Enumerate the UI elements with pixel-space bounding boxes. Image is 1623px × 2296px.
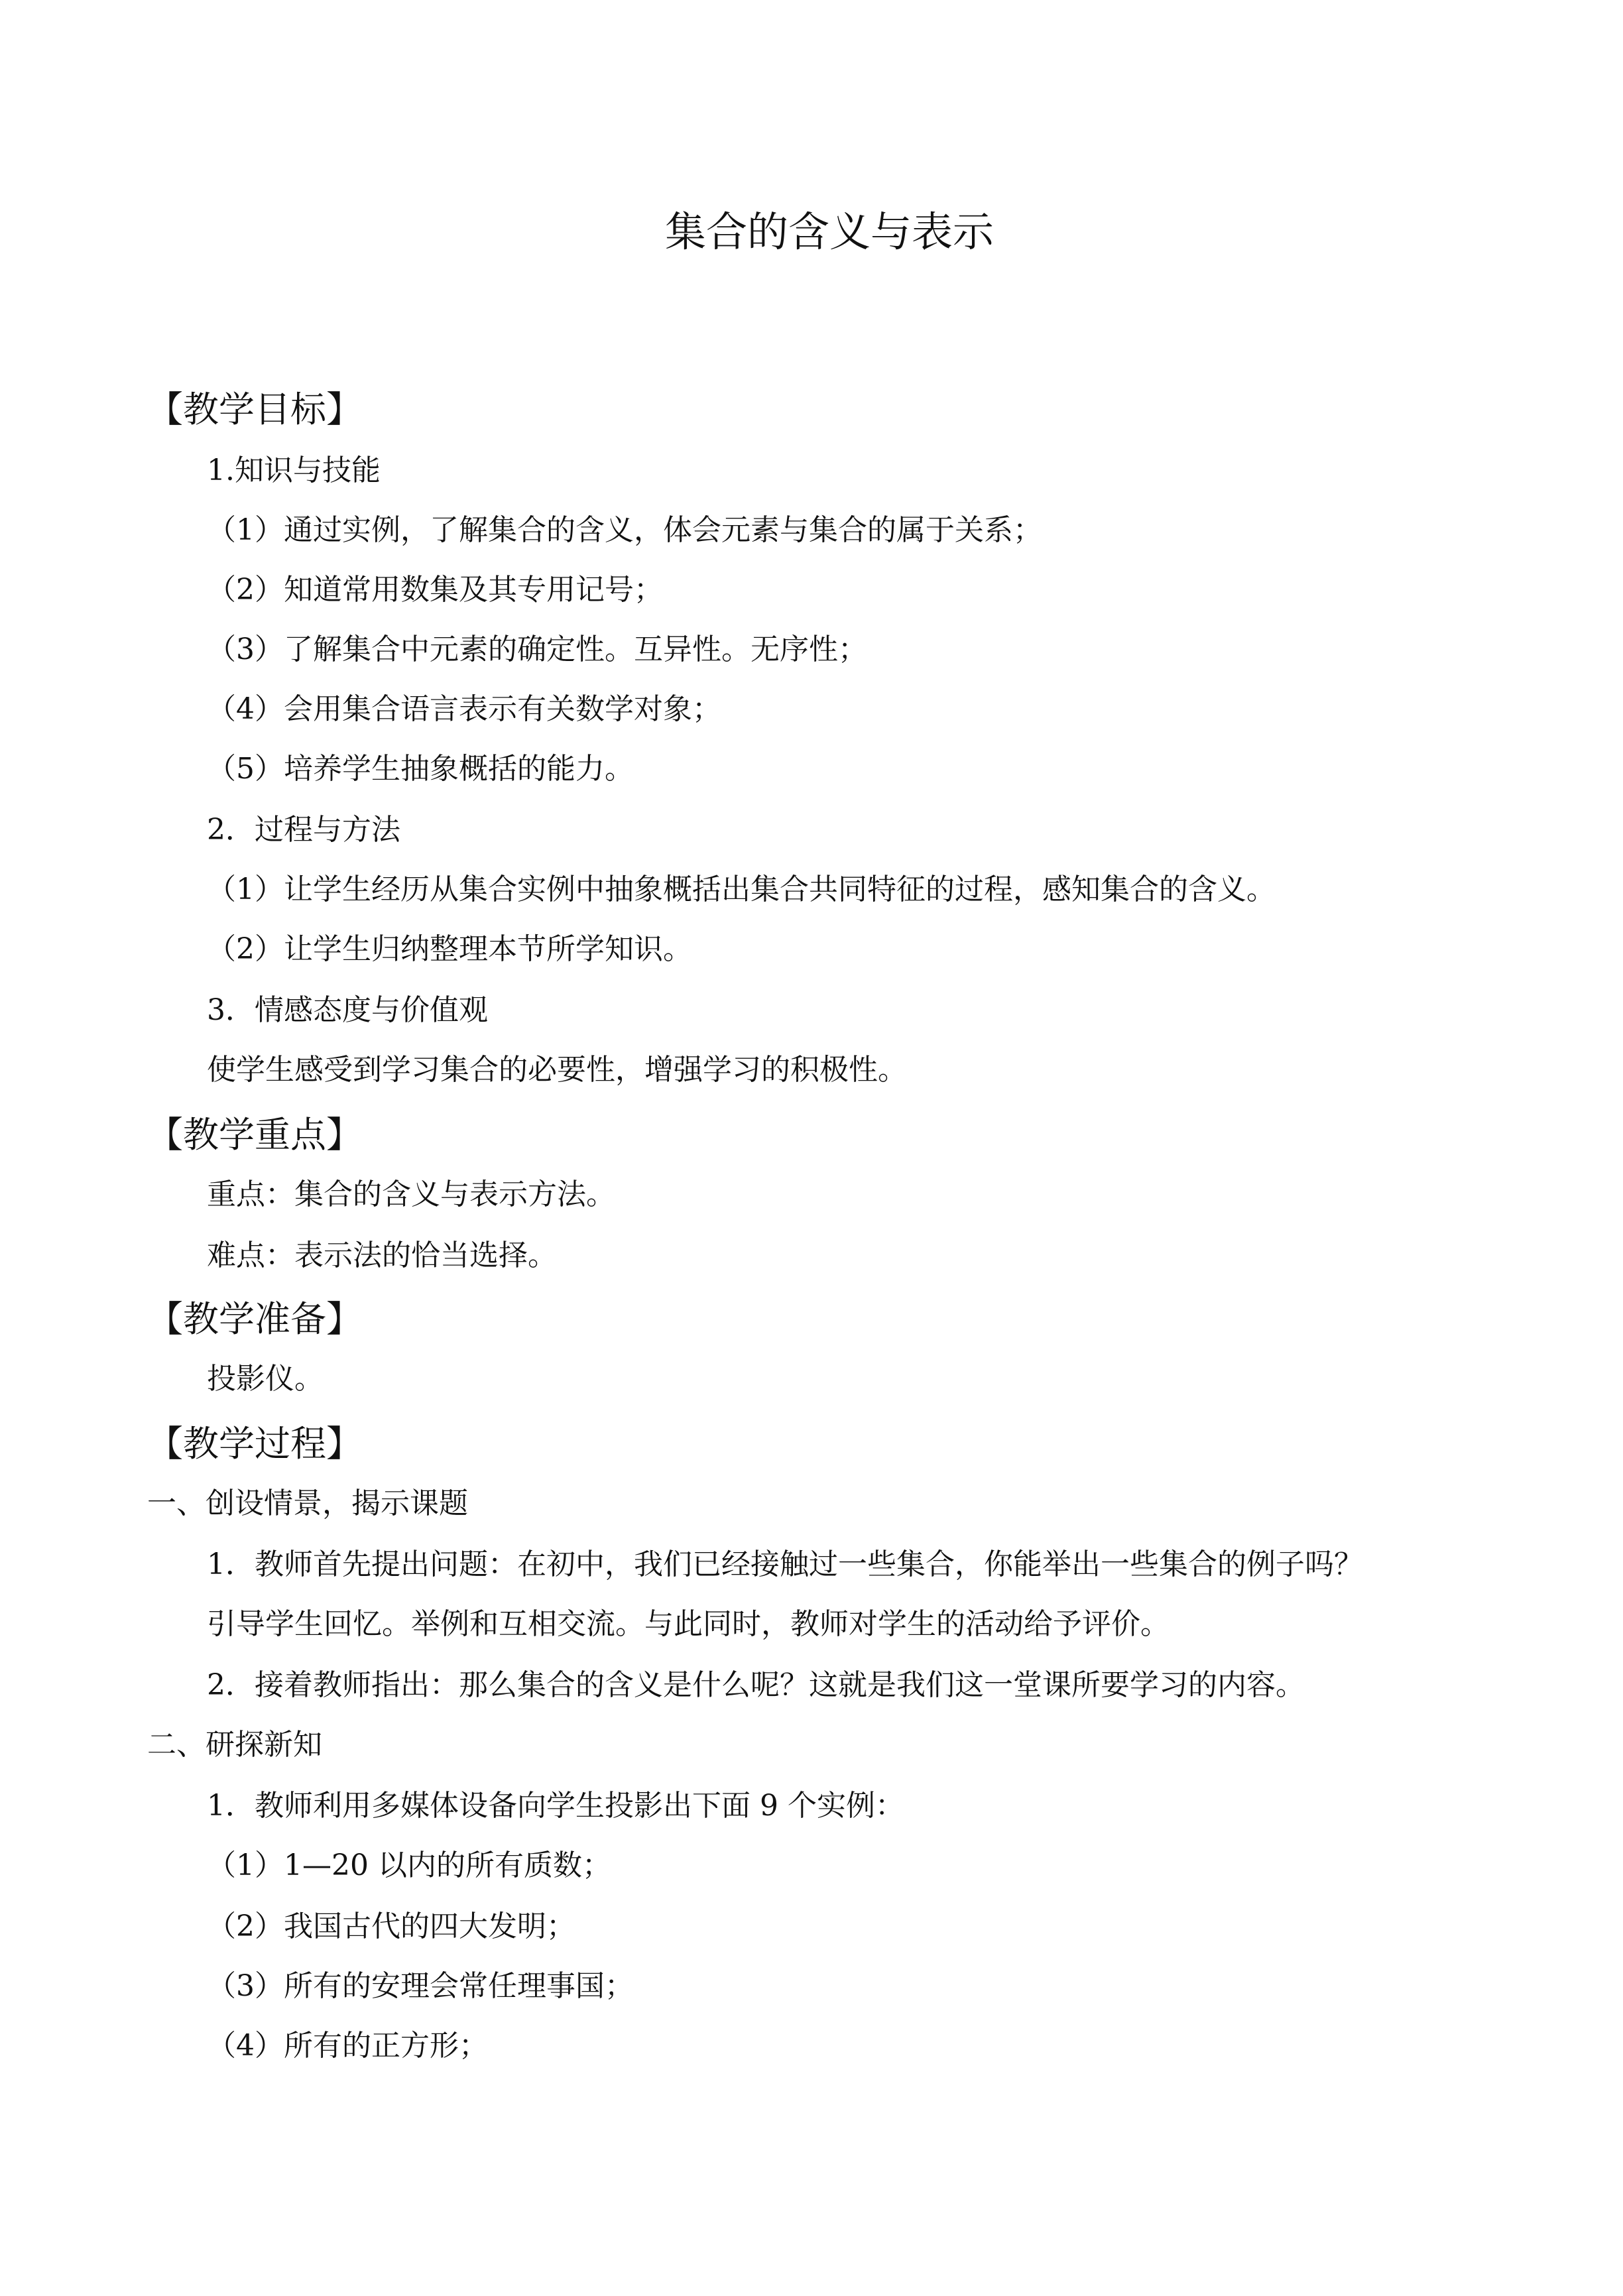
- list-item: （1）让学生经历从集合实例中抽象概括出集合共同特征的过程，感知集合的含义。: [207, 873, 1276, 906]
- list-item: （4）会用集合语言表示有关数学对象；: [207, 692, 721, 726]
- paragraph: 1．教师首先提出问题：在初中，我们已经接触过一些集合，你能举出一些集合的例子吗？: [207, 1547, 1363, 1581]
- list-item: （4）所有的正方形；: [207, 2029, 488, 2063]
- list-item: （3）了解集合中元素的确定性。互异性。无序性；: [207, 633, 867, 666]
- subheading-process-methods: 2．过程与方法: [207, 813, 400, 847]
- page-title: 集合的含义与表示: [665, 208, 994, 256]
- difficult-point-text: 难点：表示法的恰当选择。: [207, 1239, 557, 1272]
- section-heading-preparation: 【教学准备】: [147, 1298, 362, 1340]
- list-item: （2）让学生归纳整理本节所学知识。: [207, 932, 692, 966]
- paragraph: 使学生感受到学习集合的必要性，增强学习的积极性。: [207, 1053, 907, 1087]
- list-item: （5）培养学生抽象概括的能力。: [207, 752, 634, 786]
- list-item: （2）知道常用数集及其专用记号；: [207, 573, 663, 607]
- list-item: （1）通过实例，了解集合的含义，体会元素与集合的属于关系；: [207, 513, 1042, 547]
- preparation-text: 投影仪。: [207, 1362, 324, 1396]
- part-heading: 一、创设情景，揭示课题: [147, 1486, 468, 1520]
- subheading-knowledge-skills: 1.知识与技能: [207, 453, 381, 487]
- list-item: （2）我国古代的四大发明；: [207, 1909, 575, 1943]
- section-heading-key-points: 【教学重点】: [147, 1114, 362, 1156]
- key-point-text: 重点：集合的含义与表示方法。: [207, 1178, 615, 1211]
- part-heading: 二、研探新知: [147, 1728, 322, 1762]
- list-item: （3）所有的安理会常任理事国；: [207, 1969, 634, 2003]
- paragraph: 1．教师利用多媒体设备向学生投影出下面 9 个实例：: [207, 1789, 904, 1823]
- subheading-attitudes-values: 3．情感态度与价值观: [207, 993, 488, 1027]
- section-heading-process: 【教学过程】: [147, 1423, 362, 1465]
- section-heading-objectives: 【教学目标】: [147, 389, 362, 430]
- paragraph: 2．接着教师指出：那么集合的含义是什么呢？这就是我们这一堂课所要学习的内容。: [207, 1668, 1305, 1702]
- list-item: （1）1—20 以内的所有质数；: [207, 1848, 611, 1882]
- paragraph: 引导学生回忆。举例和互相交流。与此同时，教师对学生的活动给予评价。: [207, 1607, 1170, 1641]
